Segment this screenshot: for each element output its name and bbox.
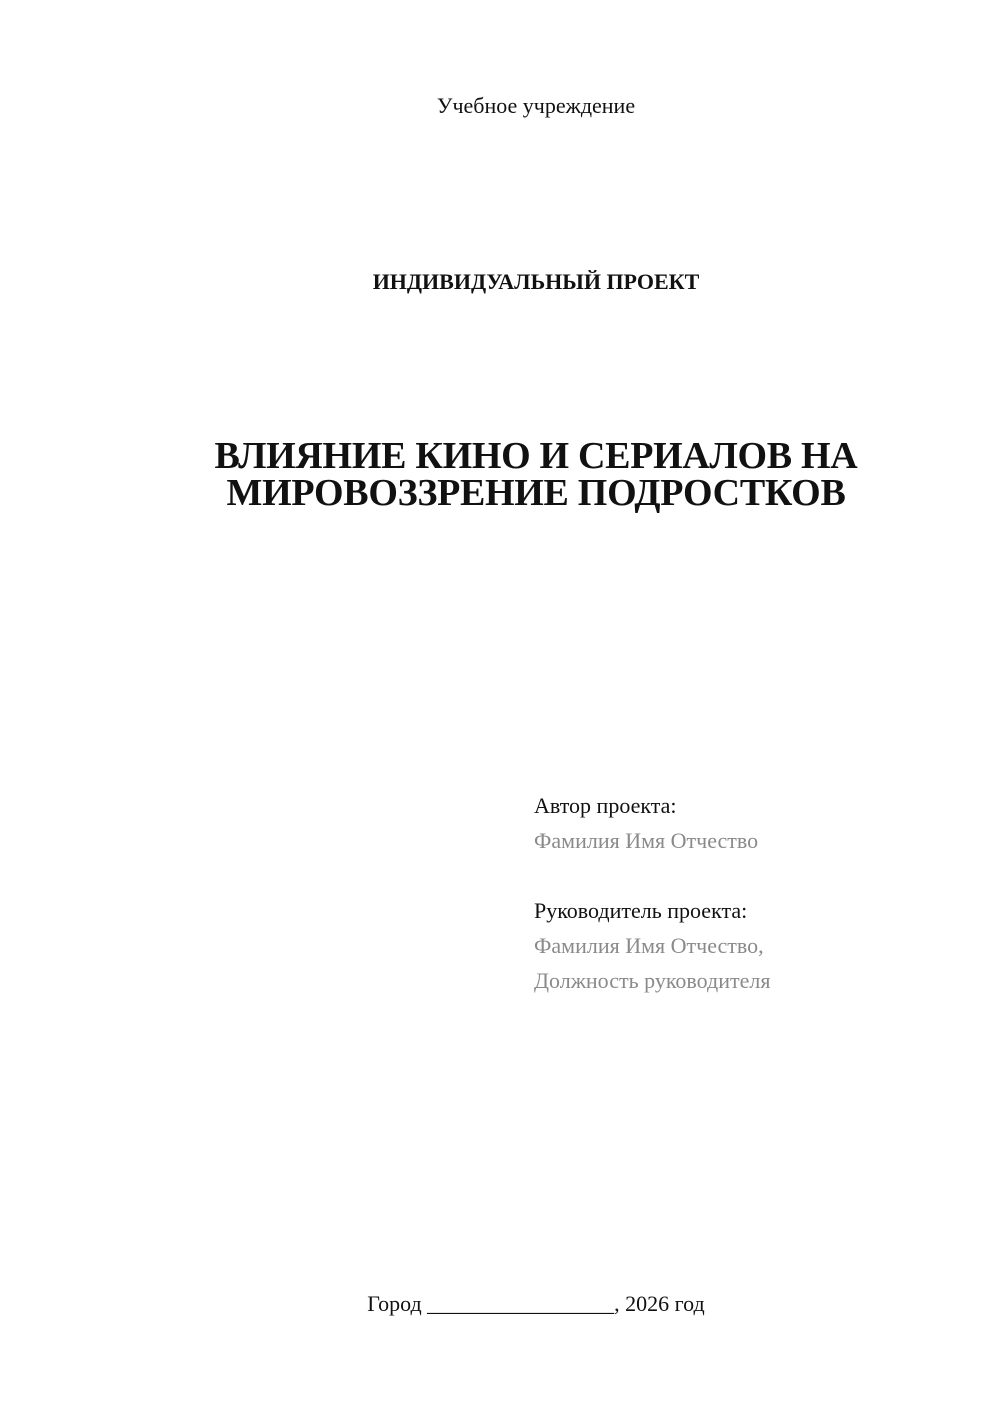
project-title-line-2: МИРОВОЗЗРЕНИЕ ПОДРОСТКОВ <box>226 472 846 514</box>
institution-name: Учебное учреждение <box>436 93 636 118</box>
supervisor-position: Должность руководителя <box>534 968 771 993</box>
author-label: Автор проекта: <box>534 793 677 818</box>
supervisor-label: Руководитель проекта: <box>534 898 748 923</box>
supervisor-name: Фамилия Имя Отчество, <box>534 933 764 958</box>
project-title <box>0 435 1000 514</box>
project-title-line-1: ВЛИЯНИЕ КИНО И СЕРИАЛОВ НА <box>214 435 858 477</box>
info-spacer <box>534 858 974 893</box>
project-info-block <box>534 788 974 998</box>
project-type-heading: ИНДИВИДУАЛЬНЫЙ ПРОЕКТ <box>372 269 700 294</box>
city-year-line: Город _________________, 2026 год <box>367 1291 705 1316</box>
author-name: Фамилия Имя Отчество <box>534 828 759 853</box>
